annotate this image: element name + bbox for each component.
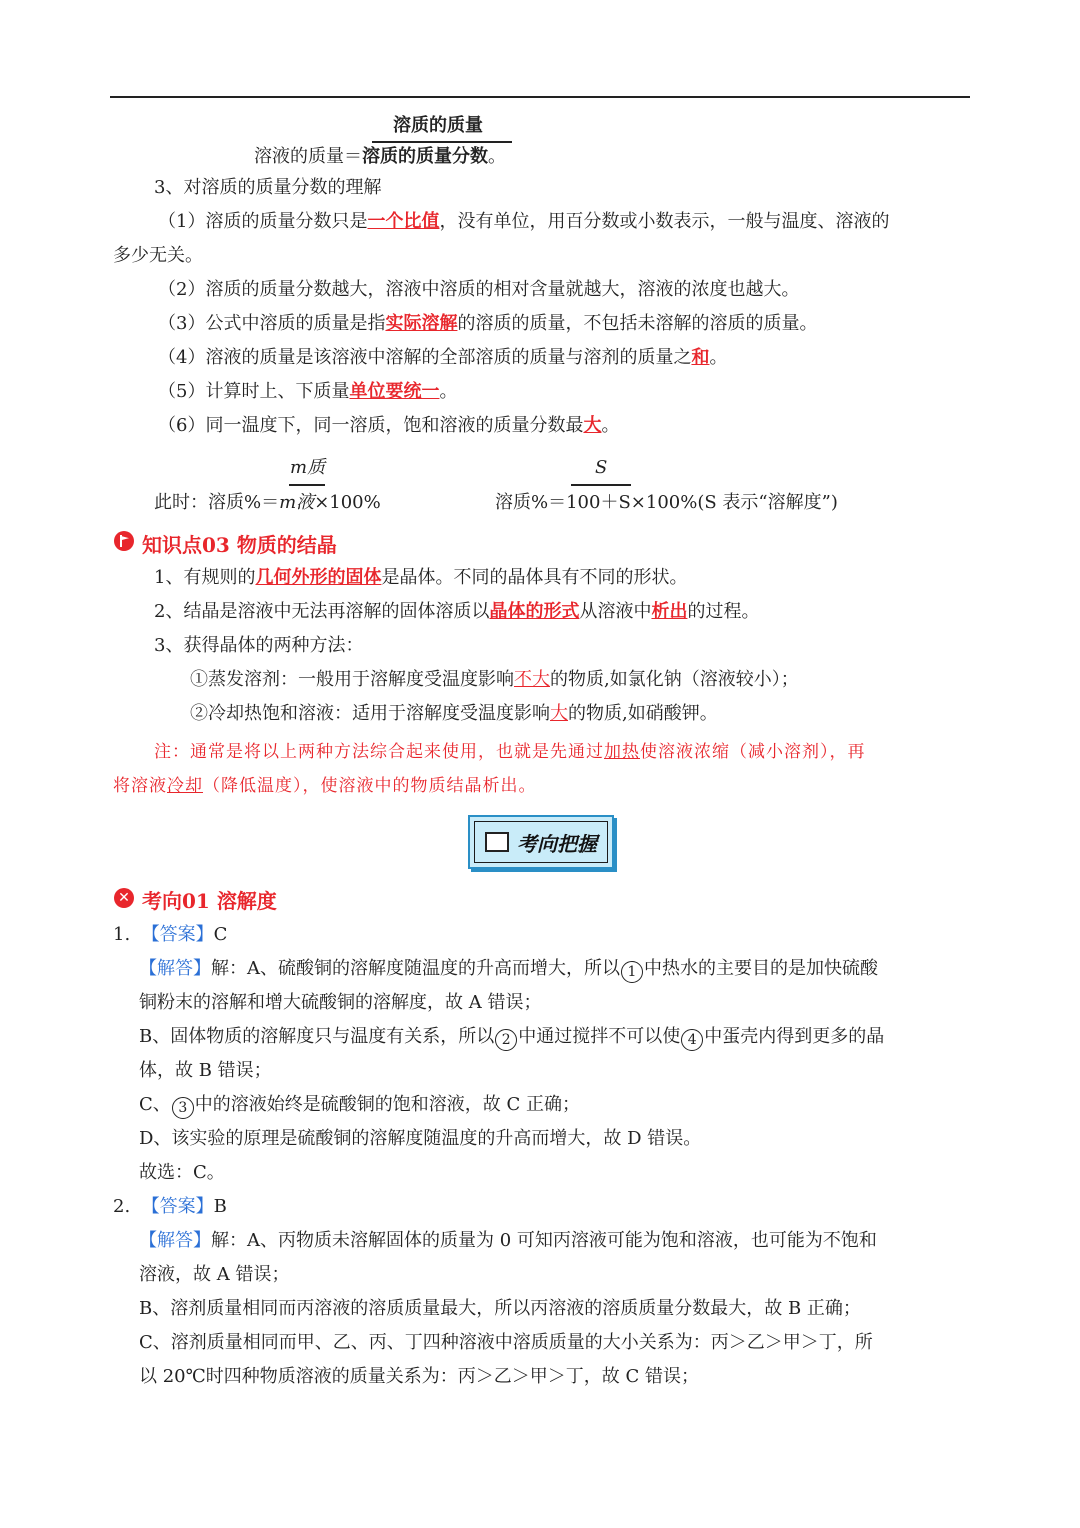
kp03-note-line2: 将溶液冷却（降低温度），使溶液中的物质结晶析出。 bbox=[113, 776, 537, 796]
q2-line1: 【解答】解：A、丙物质未溶解固体的质量为 0 可知丙溶液可能为饱和溶液，也可能为不饱和 bbox=[139, 1230, 877, 1251]
q2-line2: 溶液，故 A 错误； bbox=[139, 1264, 290, 1285]
section3-p4: （4）溶液的质量是该溶液中溶解的全部溶质的质量与溶剂的质量之和。 bbox=[158, 347, 728, 368]
section3-p2: （2）溶质的质量分数越大，溶液中溶质的相对含量就越大，溶液的浓度也越大。 bbox=[158, 279, 800, 300]
top-rule bbox=[110, 96, 970, 98]
kp03-line3: 3、获得晶体的两种方法： bbox=[154, 635, 364, 656]
q1-answer: 1. 【答案】C bbox=[113, 924, 228, 945]
formula2-right-numerator: S bbox=[595, 457, 608, 478]
flag-icon bbox=[114, 531, 134, 551]
kx01-heading: 考向01 溶解度 bbox=[142, 889, 277, 913]
section-badge bbox=[468, 815, 614, 869]
q2-line5: 以 20℃时四种物质溶液的质量关系为：丙＞乙＞甲＞丁，故 C 错误； bbox=[139, 1366, 699, 1387]
kp03-heading: 知识点03 物质的结晶 bbox=[142, 533, 337, 557]
kp03-method1: ①蒸发溶剂：一般用于溶解度受温度影响不大的物质,如氯化钠（溶液较小）； bbox=[190, 669, 799, 690]
section3-p1-cont: 多少无关。 bbox=[113, 245, 203, 266]
kp03-line2: 2、结晶是溶液中无法再溶解的固体溶质以晶体的形式从溶液中析出的过程。 bbox=[154, 601, 760, 622]
formula2-right: 溶质%＝100＋S×100%(S 表示“溶解度”) bbox=[495, 492, 838, 513]
magnifier-book-icon bbox=[485, 832, 509, 852]
section3-title: 3、对溶质的质量分数的理解 bbox=[154, 177, 382, 198]
formula2-left-bar bbox=[289, 484, 325, 486]
q2-line4: C、溶剂质量相同而甲、乙、丙、丁四种溶液中溶质质量的大小关系为：丙＞乙＞甲＞丁，所 bbox=[139, 1332, 873, 1353]
formula1-numerator: 溶质的质量 bbox=[393, 115, 483, 136]
formula2-left-numerator: m质 bbox=[290, 457, 326, 478]
q1-line4: 体，故 B 错误； bbox=[139, 1060, 272, 1081]
section3-p5: （5）计算时上、下质量单位要统一。 bbox=[158, 381, 458, 402]
kp03-method2: ②冷却热饱和溶液：适用于溶解度受温度影响大的物质,如硝酸钾。 bbox=[190, 703, 718, 724]
q1-line7: 故选：C。 bbox=[139, 1162, 225, 1183]
q1-line1: 【解答】解：A、硫酸铜的溶解度随温度的升高而增大，所以 1 中热水的主要目的是加快硫酸 bbox=[139, 956, 878, 983]
q1-line3: B、固体物质的溶解度只与温度有关系，所以 2 中通过搅拌不可以使 4 中蛋壳内得到更多的晶 bbox=[139, 1024, 884, 1051]
q1-line6: D、该实验的原理是硫酸铜的溶解度随温度的升高而增大，故 D 错误。 bbox=[139, 1128, 702, 1149]
q2-answer: 2. 【答案】B bbox=[113, 1196, 227, 1217]
formula2-left: 此时：溶质%＝m液×100% bbox=[154, 492, 381, 513]
kp03-line1: 1、有规则的几何外形的固体是晶体。不同的晶体具有不同的形状。 bbox=[154, 567, 688, 588]
cross-icon: ✕ bbox=[114, 888, 134, 908]
q1-line5: C、 3 中的溶液始终是硫酸铜的饱和溶液，故 C 正确； bbox=[139, 1092, 580, 1119]
section3-p3: （3）公式中溶质的质量是指实际溶解的溶质的质量，不包括未溶解的溶质的质量。 bbox=[158, 313, 818, 334]
section3-p6: （6）同一温度下，同一溶质，饱和溶液的质量分数最大。 bbox=[158, 415, 620, 436]
badge-label: 考向把握 bbox=[517, 831, 597, 856]
q2-line3: B、溶剂质量相同而丙溶液的溶质质量最大，所以丙溶液的溶质质量分数最大，故 B 正确； bbox=[139, 1298, 861, 1319]
section3-p1: （1）溶质的质量分数只是一个比值，没有单位，用百分数或小数表示，一般与温度、溶液的 bbox=[158, 211, 890, 232]
formula1-line: 溶液的质量＝溶质的质量分数。 bbox=[254, 146, 506, 167]
q1-line2: 铜粉末的溶解和增大硫酸铜的溶解度，故 A 错误； bbox=[139, 992, 542, 1013]
formula1-fraction-bar bbox=[372, 141, 512, 143]
kp03-note-line1: 注：通常是将以上两种方法综合起来使用，也就是先通过加热使溶液浓缩（减小溶剂），再 bbox=[154, 742, 866, 762]
formula2-right-bar bbox=[571, 484, 631, 486]
